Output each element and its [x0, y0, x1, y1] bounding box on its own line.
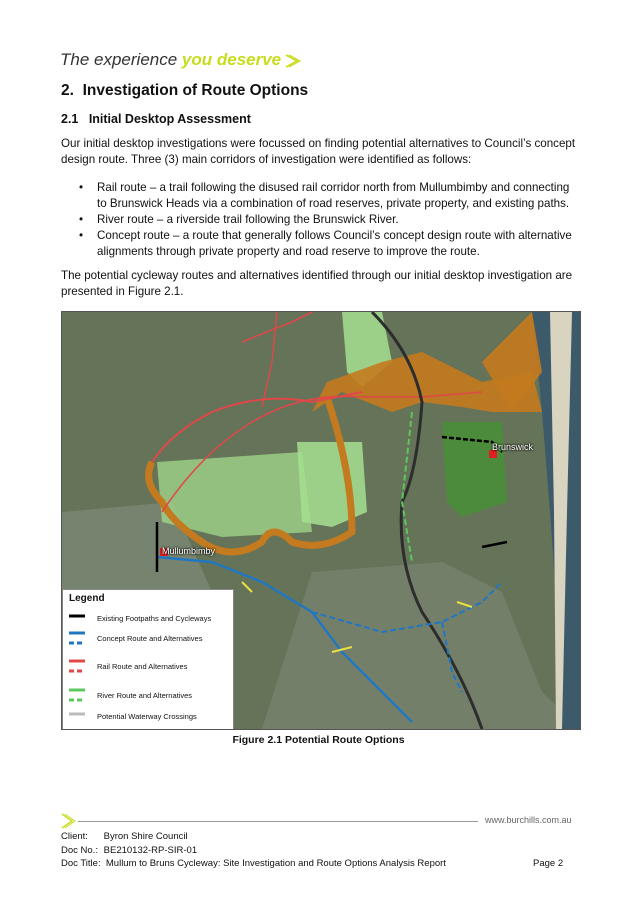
- section-title: Investigation of Route Options: [82, 82, 309, 99]
- footer-client-label: Client:: [61, 831, 88, 842]
- footer-url: www.burchills.com.au: [485, 815, 572, 825]
- town-label-mullumbimby: Mullumbimby: [162, 546, 216, 556]
- legend-item: [69, 708, 229, 726]
- brand-tagline-highlight: you deserve: [181, 50, 282, 69]
- section-number: 2.: [61, 82, 74, 99]
- outro-paragraph: The potential cycleway routes and alternatives identified through our initial desktop investigation are presented in Figure 2.1.: [61, 269, 573, 298]
- footer-docno-value: BE210132-RP-SIR-01: [103, 845, 198, 856]
- legend-item: [69, 610, 229, 628]
- figure-caption: Figure 2.1 Potential Route Options: [232, 734, 405, 746]
- footer-chevron-icon: [60, 812, 76, 830]
- footer-client: [61, 831, 188, 842]
- legend-label: Concept Route and Alternatives: [97, 634, 203, 643]
- brand-chevron-icon: [283, 53, 303, 69]
- legend-label: River Route and Alternatives: [97, 691, 193, 700]
- town-label-brunswick: Brunswick: [492, 442, 534, 452]
- legend-swatch-existing: [69, 610, 85, 626]
- brand-tagline: [60, 50, 303, 70]
- legend-label: Rail Route and Alternatives: [97, 662, 188, 671]
- footer-client-value: Byron Shire Council: [103, 831, 188, 842]
- list-item: • Concept route – a route that generally follows Council’s concept design route with alternative alignments through private property and road reserve to improve the route.: [61, 228, 581, 260]
- legend-item: [69, 687, 229, 705]
- subsection-number: 2.1: [61, 112, 79, 126]
- legend-swatch-concept: [69, 630, 85, 646]
- route-options-map: [61, 311, 581, 730]
- list-item: • River route – a riverside trail following the Brunswick River.: [61, 212, 581, 228]
- legend-title: Legend: [69, 593, 105, 604]
- legend-item: [69, 630, 229, 648]
- legend-item: [69, 658, 229, 676]
- map-legend: [62, 589, 234, 730]
- legend-swatch-rail: [69, 658, 85, 674]
- legend-swatch-river: [69, 687, 85, 703]
- subsection-heading: [61, 112, 251, 126]
- footer-docno-label: Doc No.:: [61, 845, 98, 856]
- footer-docno: [61, 845, 197, 856]
- footer-doctitle-value: Mullum to Bruns Cycleway: Site Investigation and Route Options Analysis Report: [105, 858, 446, 869]
- footer-doctitle: [61, 858, 446, 869]
- intro-paragraph: Our initial desktop investigations were focussed on finding potential alternatives to Council’s concept design route. Three (3) main corridors of investigation were identified as follows:: [61, 137, 576, 166]
- list-item: • Rail route – a trail following the disused rail corridor north from Mullumbimby and connecting to Brunswick Heads via a combination of road reserves, private property, and existing paths.: [61, 180, 581, 212]
- footer-divider: [78, 821, 478, 822]
- legend-label: Potential Waterway Crossings: [97, 712, 197, 721]
- legend-swatch-crossings: [69, 708, 85, 724]
- subsection-title: Initial Desktop Assessment: [88, 112, 251, 126]
- page-number: Page 2: [533, 858, 564, 869]
- brand-tagline-text: The experience: [60, 50, 182, 69]
- legend-label: Existing Footpaths and Cycleways: [97, 614, 212, 623]
- footer-doctitle-label: Doc Title:: [61, 858, 101, 869]
- route-list: [61, 180, 581, 260]
- section-heading: [61, 82, 308, 100]
